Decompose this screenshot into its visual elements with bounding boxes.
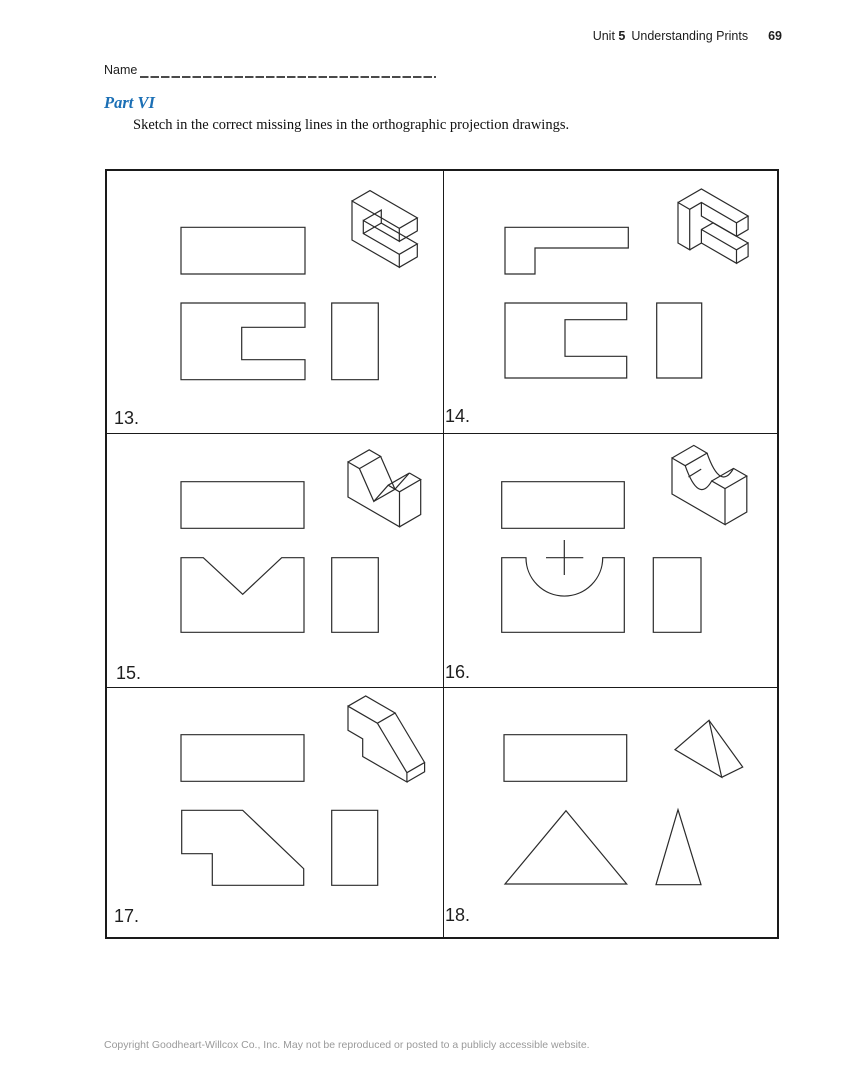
problem-16-number: 16. [445,662,471,682]
instruction-text: Sketch in the correct missing lines in the orthographic projection drawings. [133,117,570,133]
section-heading: Part VI [104,93,155,112]
unit-word: Unit [592,29,615,43]
problem-17-number: 17. [114,906,140,926]
copyright-notice: Copyright Goodheart-Willcox Co., Inc. May not be reproduced or posted to a publicly accessible website. [104,1039,590,1051]
grid-vertical-divider [443,171,445,937]
page-header [593,29,782,43]
grid-horizontal-divider-2 [107,687,777,689]
name-label: Name [104,63,138,77]
page-number: 69 [768,29,782,43]
problem-18-number: 18. [445,905,471,925]
problem-14-number: 14. [445,406,471,426]
problem-15-number: 15. [116,663,142,683]
grid-horizontal-divider-1 [107,433,777,435]
problem-13-number: 13. [114,408,140,428]
name-blank-line [140,76,436,78]
unit-number: 5 [618,29,626,43]
book-title: Understanding Prints [631,29,749,43]
problems-grid [105,169,779,939]
